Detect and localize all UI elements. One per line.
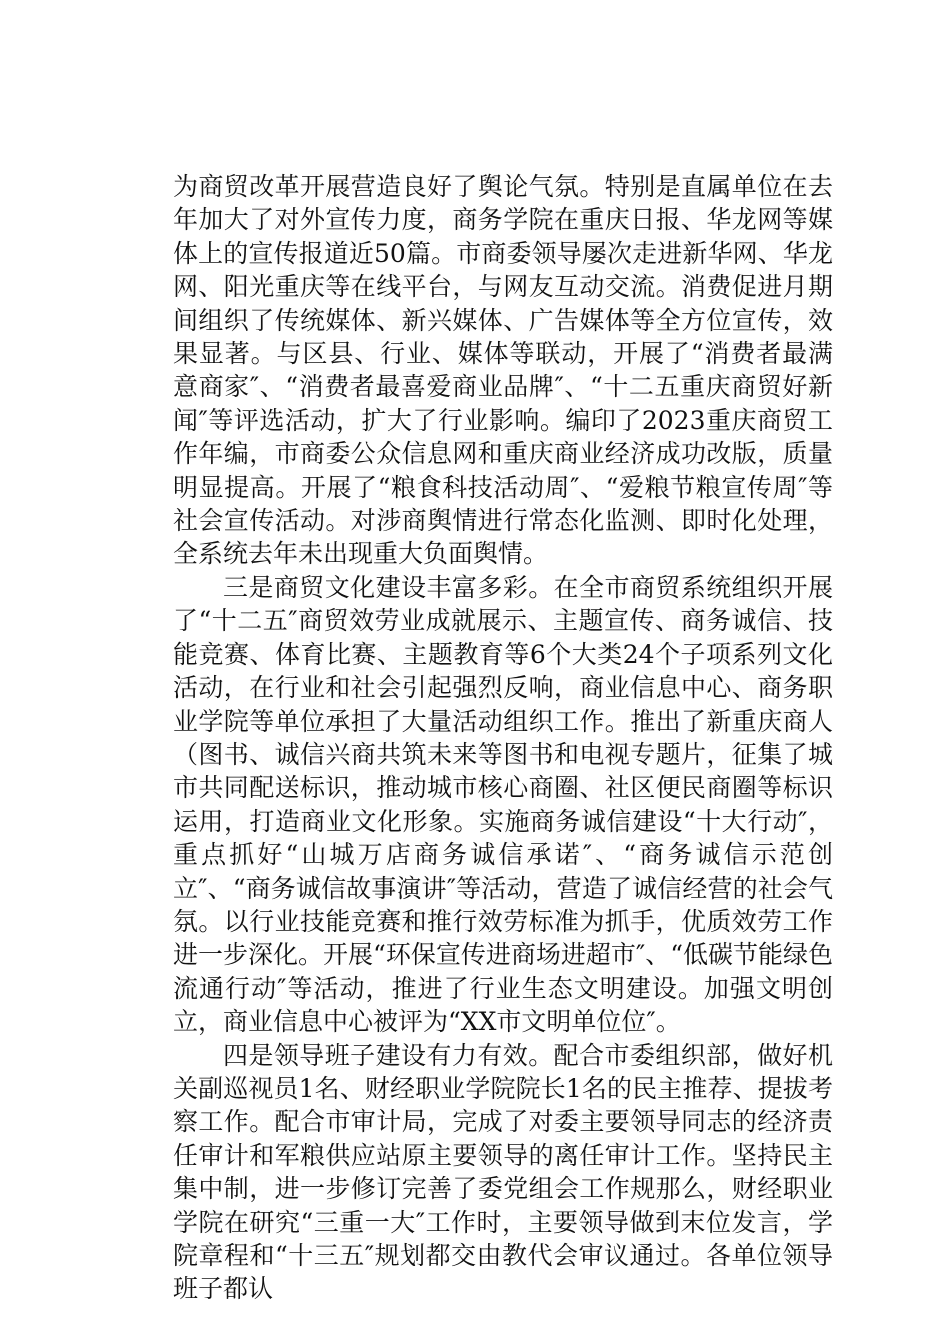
document-body <box>173 170 833 1306</box>
paragraph-3: 四是领导班子建设有力有效。配合市委组织部，做好机关副巡视员1名、财经职业学院院长1名的民主推荐、提拔考察工作。配合市审计局，完成了对委主要领导同志的经济责任审计和军粮供应站原主要领导的离任审计工作。坚持民主集中制，进一步修订完善了委党组会工作规那么，财经职业学院在研究“三重一大″工作时，主要领导做到末位发言，学院章程和“十三五″规划都交由教代会审议通过。各单位领导班子都认 <box>173 1040 833 1304</box>
paragraph-2: 三是商贸文化建设丰富多彩。在全市商贸系统组织开展了“十二五″商贸效劳业成就展示、主题宣传、商务诚信、技能竞赛、体育比赛、主题教育等6个大类24个子项系列文化活动，在行业和社会引起强烈反响，商业信息中心、商务职业学院等单位承担了大量活动组织工作。推出了新重庆商人（图书、诚信兴商共筑未来等图书和电视专题片，征集了城市共同配送标识，推动城市核心商圈、社区便民商圈等标识运用，打造商业文化形象。实施商务诚信建设“十大行动″，重点抓好“山城万店商务诚信承诺″、“商务诚信示范创立″、“商务诚信故事演讲″等活动，营造了诚信经营的社会气氛。以行业技能竞赛和推行效劳标准为抓手，优质效劳工作进一步深化。开展“环保宣传进商场进超市″、“低碳节能绿色流通行动″等活动，推进了行业生态文明建设。加强文明创立，商业信息中心被评为“XX市文明单位位″。 <box>173 572 833 1037</box>
paragraph-1: 为商贸改革开展营造良好了舆论气氛。特别是直属单位在去年加大了对外宣传力度，商务学院在重庆日报、华龙网等媒体上的宣传报道近50篇。市商委领导屡次走进新华网、华龙网、阳光重庆等在线平台，与网友互动交流。消费促进月期间组织了传统媒体、新兴媒体、广告媒体等全方位宣传，效果显著。与区县、行业、媒体等联动，开展了“消费者最满意商家″、“消费者最喜爱商业品牌″、“十二五重庆商贸好新闻″等评选活动，扩大了行业影响。编印了2023重庆商贸工作年编，市商委公众信息网和重庆商业经济成功改版，质量明显提高。开展了“粮食科技活动周″、“爱粮节粮宣传周″等社会宣传活动。对涉商舆情进行常态化监测、即时化处理，全系统去年未出现重大负面舆情。 <box>173 172 833 569</box>
